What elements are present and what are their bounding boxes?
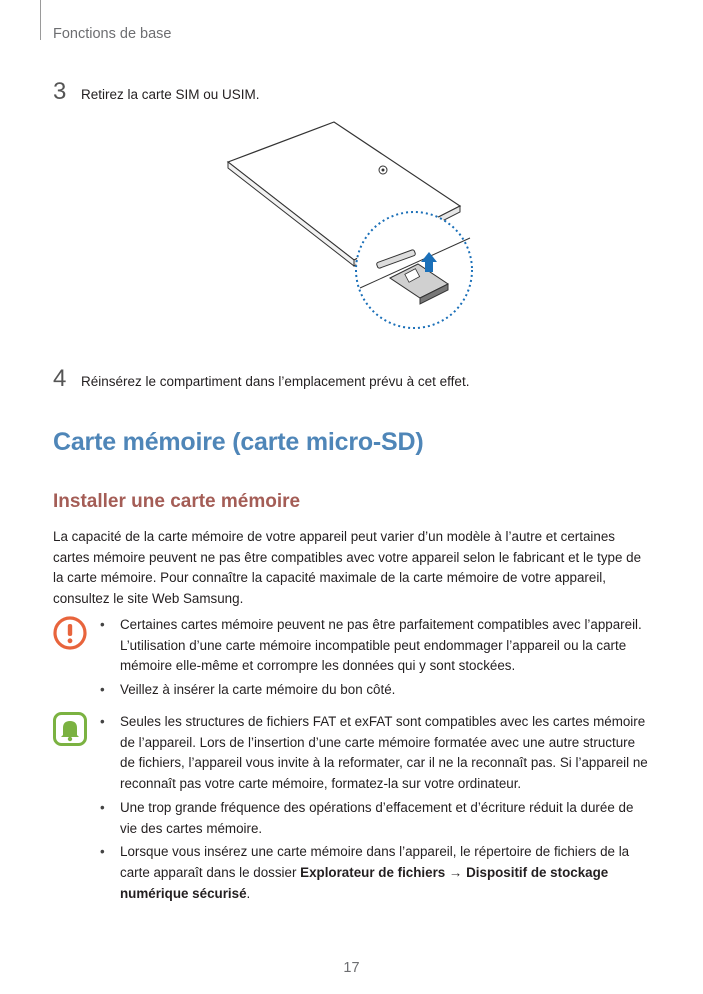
bullet: • [100,714,105,729]
bell-note-icon [53,712,87,746]
list-item: • Une trop grande fréquence des opérations d’effacement et d’écriture réduit la durée de vie des cartes mémoire. [100,799,634,836]
step-number: 4 [53,365,67,392]
zoom-circle [356,212,472,328]
sim-removal-illustration [220,118,480,338]
list-item: • Certaines cartes mémoire peuvent ne pas être parfaitement compatibles avec l’appareil. L’utilisation d’une carte mémoire incompatible peut endommager l’appareil ou la carte mémoire elle-même et corrompre les données qui y sont stockées. [100,617,642,674]
warning-icon [53,616,87,650]
bullet: • [100,799,105,815]
page-number: 17 [343,960,360,976]
bullet: • [100,844,105,860]
subsection-title: Installer une carte mémoire [53,491,301,512]
bullet: • [100,617,105,632]
note-list [100,712,648,907]
warning-list [100,615,648,704]
list-item: • Veillez à insérer la carte mémoire du bon côté. [100,680,648,701]
header-rule [40,0,41,40]
menu-path-explorer: Explorateur de fichiers [300,864,446,880]
step-text: Retirez la carte SIM ou USIM. [81,87,260,102]
bullet: • [100,682,105,698]
step-number: 3 [53,78,67,105]
list-item: • Lorsque vous insérez une carte mémoire dans l’appareil, le répertoire de fichiers de la carte apparaît dans le dossier Explorateur de fichiers → Dispositif de stockage numérique sécurisé. [100,844,630,901]
step-3 [53,78,260,106]
intro-paragraph: La capacité de la carte mémoire de votre appareil peut varier d’un modèle à l’autre et certaines cartes mémoire peuvent ne pas être compatibles avec votre appareil selon le fabricant et le type de la carte mémoire. Pour connaître la capacité maximale de la carte mémoire de votre appareil, consultez le site Web Samsung. [53,529,642,607]
list-item: • Seules les structures de fichiers FAT et exFAT sont compatibles avec les cartes mémoire de l’appareil. Lors de l’insertion d’une carte mémoire formatée avec une autre structure de fichiers, l’appareil vous invite à la reformater, car il ne la reconnaît pas. Si l’appareil ne reconnaît pas votre carte mémoire, formatez-la sur votre ordinateur. [100,714,648,792]
menu-path-storage: Dispositif de stockage numérique sécurisé [120,864,609,901]
section-header: Fonctions de base [53,26,172,42]
step-text: Réinsérez le compartiment dans l’emplacement prévu à cet effet. [81,374,470,389]
step-4 [53,365,469,393]
section-title: Carte mémoire (carte micro-SD) [53,428,424,456]
